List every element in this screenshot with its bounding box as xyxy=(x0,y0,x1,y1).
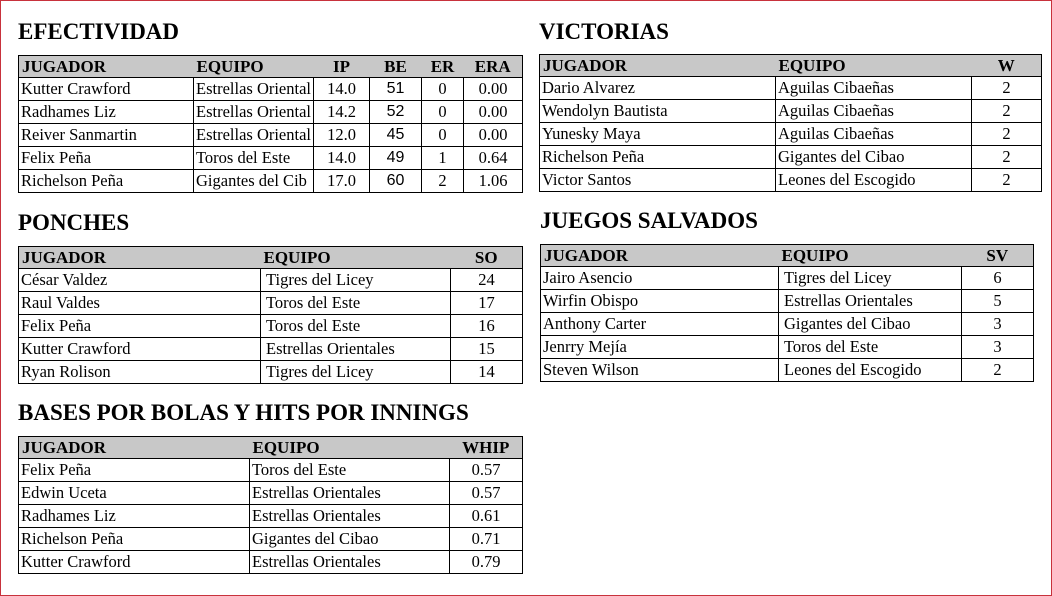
cell-equipo: Estrellas Orientales xyxy=(261,338,451,361)
cell-jugador: Richelson Peña xyxy=(19,170,194,193)
table-header xyxy=(19,247,523,269)
cell-jugador: Edwin Uceta xyxy=(19,482,250,505)
cell-equipo: Aguilas Cibaeñas xyxy=(776,100,972,123)
table-row xyxy=(19,269,523,292)
table-row xyxy=(19,528,523,551)
cell-be: 49 xyxy=(370,147,422,170)
cell-whip: 0.57 xyxy=(450,459,523,482)
table-row xyxy=(19,101,523,124)
col-header-equipo: EQUIPO xyxy=(261,247,451,269)
table-row xyxy=(540,100,1042,123)
cell-equipo: Tigres del Licey xyxy=(779,267,962,290)
table-row xyxy=(19,78,523,101)
table-row xyxy=(19,315,523,338)
col-header-w: W xyxy=(972,55,1042,77)
table-row xyxy=(540,146,1042,169)
cell-w: 2 xyxy=(972,100,1042,123)
col-header-sv: SV xyxy=(962,245,1034,267)
cell-er: 0 xyxy=(422,124,464,147)
cell-jugador: Richelson Peña xyxy=(540,146,776,169)
cell-so: 17 xyxy=(451,292,523,315)
cell-w: 2 xyxy=(972,169,1042,192)
col-header-be: BE xyxy=(370,56,422,78)
cell-equipo: Estrellas Orientales xyxy=(250,505,450,528)
cell-jugador: Kutter Crawford xyxy=(19,551,250,574)
cell-equipo: Aguilas Cibaeñas xyxy=(776,123,972,146)
table-row xyxy=(540,123,1042,146)
cell-era: 0.64 xyxy=(464,147,523,170)
col-header-equipo: EQUIPO xyxy=(194,56,314,78)
so-table xyxy=(18,246,523,384)
cell-equipo: Gigantes del Cibao xyxy=(779,313,962,336)
table-row xyxy=(541,267,1034,290)
cell-jugador: Felix Peña xyxy=(19,315,261,338)
cell-jugador: Kutter Crawford xyxy=(19,338,261,361)
table-header xyxy=(540,55,1042,77)
cell-er: 1 xyxy=(422,147,464,170)
cell-equipo: Toros del Este xyxy=(261,292,451,315)
section-whip xyxy=(18,399,522,579)
table-row xyxy=(541,359,1034,382)
cell-era: 0.00 xyxy=(464,101,523,124)
cell-jugador: Felix Peña xyxy=(19,147,194,170)
cell-be: 45 xyxy=(370,124,422,147)
cell-equipo: Estrellas Oriental xyxy=(194,124,314,147)
table-row xyxy=(19,124,523,147)
cell-er: 0 xyxy=(422,101,464,124)
cell-jugador: Richelson Peña xyxy=(19,528,250,551)
cell-jugador: Kutter Crawford xyxy=(19,78,194,101)
table-row xyxy=(19,482,523,505)
cell-whip: 0.71 xyxy=(450,528,523,551)
section-juegos-salvados xyxy=(540,207,1033,387)
col-header-ip: IP xyxy=(314,56,370,78)
table-header xyxy=(19,56,523,78)
table-row xyxy=(19,147,523,170)
cell-jugador: Jairo Asencio xyxy=(541,267,779,290)
cell-equipo: Estrellas Orientales xyxy=(779,290,962,313)
cell-equipo: Tigres del Licey xyxy=(261,361,451,384)
cell-w: 2 xyxy=(972,123,1042,146)
table-row xyxy=(19,505,523,528)
cell-era: 0.00 xyxy=(464,78,523,101)
cell-equipo: Aguilas Cibaeñas xyxy=(776,77,972,100)
table-header xyxy=(19,437,523,459)
cell-sv: 6 xyxy=(962,267,1034,290)
cell-so: 16 xyxy=(451,315,523,338)
table-row xyxy=(541,313,1034,336)
whip-table xyxy=(18,436,523,574)
cell-sv: 3 xyxy=(962,336,1034,359)
cell-equipo: Toros del Este xyxy=(194,147,314,170)
cell-equipo: Gigantes del Cibao xyxy=(250,528,450,551)
cell-sv: 5 xyxy=(962,290,1034,313)
cell-w: 2 xyxy=(972,146,1042,169)
cell-so: 24 xyxy=(451,269,523,292)
cell-jugador: Felix Peña xyxy=(19,459,250,482)
cell-er: 0 xyxy=(422,78,464,101)
cell-equipo: Gigantes del Cibao xyxy=(776,146,972,169)
cell-ip: 14.0 xyxy=(314,78,370,101)
cell-equipo: Estrellas Orientales xyxy=(250,482,450,505)
wins-table xyxy=(539,54,1042,192)
saves-table xyxy=(540,244,1034,382)
table-row xyxy=(540,77,1042,100)
col-header-whip: WHIP xyxy=(450,437,523,459)
col-header-jugador: JUGADOR xyxy=(540,55,776,77)
cell-jugador: Wendolyn Bautista xyxy=(540,100,776,123)
cell-equipo: Leones del Escogido xyxy=(776,169,972,192)
cell-equipo: Toros del Este xyxy=(250,459,450,482)
col-header-so: SO xyxy=(451,247,523,269)
cell-whip: 0.79 xyxy=(450,551,523,574)
cell-equipo: Leones del Escogido xyxy=(779,359,962,382)
cell-equipo: Tigres del Licey xyxy=(261,269,451,292)
table-row xyxy=(541,336,1034,359)
cell-w: 2 xyxy=(972,77,1042,100)
cell-jugador: Reiver Sanmartin xyxy=(19,124,194,147)
cell-equipo: Toros del Este xyxy=(779,336,962,359)
cell-jugador: Victor Santos xyxy=(540,169,776,192)
section-victorias xyxy=(539,18,1041,196)
cell-er: 2 xyxy=(422,170,464,193)
cell-be: 52 xyxy=(370,101,422,124)
section-title: EFECTIVIDAD xyxy=(18,19,180,44)
cell-jugador: Dario Alvarez xyxy=(540,77,776,100)
cell-equipo: Estrellas Oriental xyxy=(194,78,314,101)
table-header xyxy=(541,245,1034,267)
cell-equipo: Gigantes del Cib xyxy=(194,170,314,193)
cell-be: 60 xyxy=(370,170,422,193)
col-header-jugador: JUGADOR xyxy=(541,245,779,267)
cell-ip: 12.0 xyxy=(314,124,370,147)
cell-sv: 3 xyxy=(962,313,1034,336)
col-header-equipo: EQUIPO xyxy=(250,437,450,459)
cell-so: 14 xyxy=(451,361,523,384)
cell-equipo: Estrellas Orientales xyxy=(250,551,450,574)
section-title: PONCHES xyxy=(18,210,130,235)
col-header-jugador: JUGADOR xyxy=(19,247,261,269)
table-row xyxy=(19,292,523,315)
col-header-era: ERA xyxy=(464,56,523,78)
cell-jugador: Jenrry Mejía xyxy=(541,336,779,359)
cell-jugador: Radhames Liz xyxy=(19,101,194,124)
col-header-equipo: EQUIPO xyxy=(776,55,972,77)
table-row xyxy=(19,459,523,482)
cell-jugador: Yunesky Maya xyxy=(540,123,776,146)
cell-jugador: Radhames Liz xyxy=(19,505,250,528)
section-title: VICTORIAS xyxy=(539,19,669,44)
cell-ip: 17.0 xyxy=(314,170,370,193)
cell-jugador: Ryan Rolison xyxy=(19,361,261,384)
table-row xyxy=(540,169,1042,192)
section-title: BASES POR BOLAS Y HITS POR INNINGS xyxy=(18,400,469,425)
table-row xyxy=(19,551,523,574)
cell-so: 15 xyxy=(451,338,523,361)
cell-jugador: Anthony Carter xyxy=(541,313,779,336)
section-title: JUEGOS SALVADOS xyxy=(540,208,758,233)
table-row xyxy=(19,361,523,384)
section-efectividad xyxy=(18,18,522,196)
cell-whip: 0.61 xyxy=(450,505,523,528)
cell-ip: 14.2 xyxy=(314,101,370,124)
table-row xyxy=(19,170,523,193)
table-row xyxy=(19,338,523,361)
col-header-jugador: JUGADOR xyxy=(19,56,194,78)
cell-equipo: Estrellas Oriental xyxy=(194,101,314,124)
table-row xyxy=(541,290,1034,313)
section-ponches xyxy=(18,209,522,387)
cell-era: 1.06 xyxy=(464,170,523,193)
cell-sv: 2 xyxy=(962,359,1034,382)
cell-ip: 14.0 xyxy=(314,147,370,170)
col-header-jugador: JUGADOR xyxy=(19,437,250,459)
cell-jugador: Raul Valdes xyxy=(19,292,261,315)
cell-jugador: Wirfin Obispo xyxy=(541,290,779,313)
col-header-er: ER xyxy=(422,56,464,78)
cell-whip: 0.57 xyxy=(450,482,523,505)
col-header-equipo: EQUIPO xyxy=(779,245,962,267)
cell-be: 51 xyxy=(370,78,422,101)
cell-jugador: Steven Wilson xyxy=(541,359,779,382)
cell-era: 0.00 xyxy=(464,124,523,147)
cell-jugador: César Valdez xyxy=(19,269,261,292)
cell-equipo: Toros del Este xyxy=(261,315,451,338)
era-table xyxy=(18,55,523,193)
